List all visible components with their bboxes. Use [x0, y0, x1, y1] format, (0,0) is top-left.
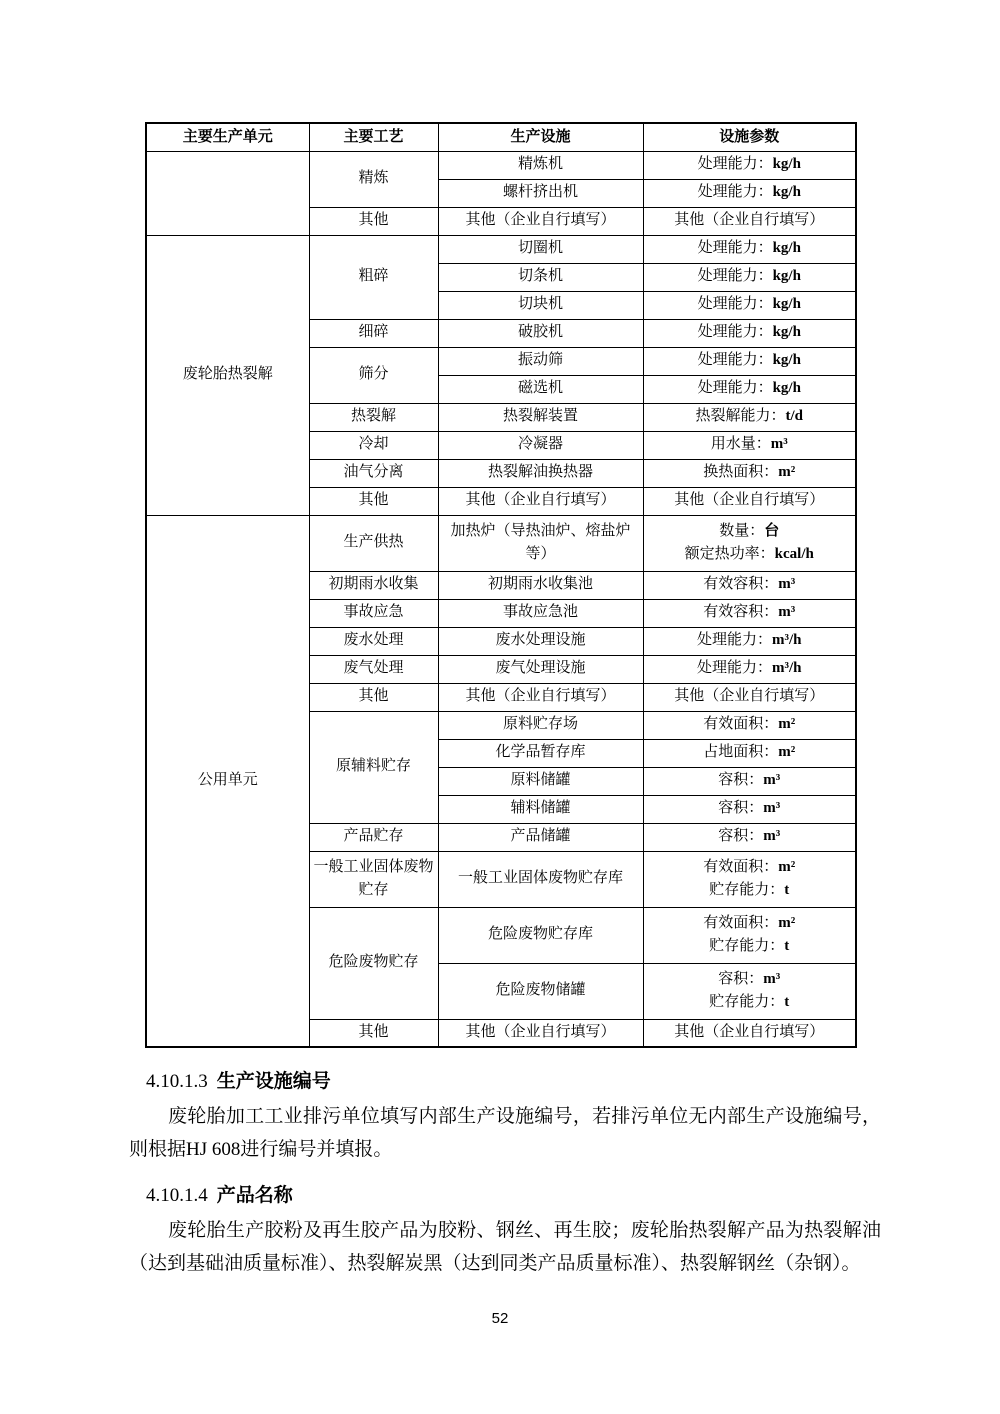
param-label: 换热面积： — [703, 464, 779, 481]
section-title: 生产设施编号 — [216, 1071, 331, 1092]
param-cell — [643, 571, 856, 599]
param-cell — [643, 403, 856, 431]
param-value: kg/h — [772, 240, 801, 257]
facility-cell: 危险废物贮存库 — [438, 907, 643, 963]
process-cell: 生产供热 — [309, 515, 438, 571]
header-main-unit: 主要生产单元 — [146, 123, 309, 151]
param-label: 有效面积： — [703, 914, 779, 931]
param-cell — [643, 823, 856, 851]
facility-cell: 切圈机 — [438, 235, 643, 263]
header-parameter: 设施参数 — [643, 123, 856, 151]
facility-cell: 切块机 — [438, 291, 643, 319]
process-cell: 精炼 — [309, 151, 438, 207]
param-cell — [643, 963, 856, 1019]
production-facility-table — [145, 122, 857, 1048]
param-value: m³/h — [772, 632, 802, 649]
facility-cell: 辅料储罐 — [438, 795, 643, 823]
param-label: 贮存能力： — [709, 938, 785, 954]
section-number: 4.10.1.4 — [146, 1185, 208, 1206]
param-value: kg/h — [772, 184, 801, 201]
param-cell — [643, 431, 856, 459]
param-cell — [643, 151, 856, 179]
process-cell: 危险废物贮存 — [309, 907, 438, 1019]
param-value: kg/h — [772, 352, 801, 369]
param-value: m³ — [778, 576, 796, 593]
param-cell — [643, 207, 856, 235]
param-cell — [643, 179, 856, 207]
param-label: 处理能力： — [696, 660, 772, 677]
facility-cell: 原料贮存场 — [438, 711, 643, 739]
table-row — [146, 515, 856, 571]
param-label: 贮存能力： — [709, 994, 785, 1010]
param-value: t — [784, 882, 790, 898]
facility-cell: 切条机 — [438, 263, 643, 291]
param-value: t/d — [785, 408, 804, 425]
process-cell: 原辅料贮存 — [309, 711, 438, 823]
param-value: kcal/h — [774, 546, 814, 562]
param-cell — [643, 655, 856, 683]
param-value: m³ — [763, 828, 781, 845]
table-header-row — [146, 123, 856, 151]
section-number: 4.10.1.3 — [146, 1071, 208, 1092]
param-cell — [643, 319, 856, 347]
facility-cell: 破胶机 — [438, 319, 643, 347]
param-cell — [643, 235, 856, 263]
process-cell: 其他 — [309, 487, 438, 515]
param-value: kg/h — [772, 296, 801, 313]
param-value: m³ — [763, 772, 781, 789]
unit-cell — [146, 151, 309, 235]
param-value: t — [784, 994, 790, 1010]
param-value: m² — [778, 744, 796, 761]
facility-cell: 加热炉（导热油炉、熔盐炉等） — [438, 515, 643, 571]
facility-cell: 其他（企业自行填写） — [438, 683, 643, 711]
param-value: m³ — [778, 604, 796, 621]
process-cell: 冷却 — [309, 431, 438, 459]
facility-cell: 热裂解油换热器 — [438, 459, 643, 487]
facility-cell: 磁选机 — [438, 375, 643, 403]
param-value: m³ — [770, 436, 788, 453]
process-cell: 初期雨水收集 — [309, 571, 438, 599]
param-label: 占地面积： — [703, 744, 779, 761]
facility-cell: 其他（企业自行填写） — [438, 487, 643, 515]
facility-cell: 其他（企业自行填写） — [438, 207, 643, 235]
param-cell — [643, 795, 856, 823]
facility-cell: 热裂解装置 — [438, 403, 643, 431]
param-label: 处理能力： — [697, 380, 773, 397]
table-row — [146, 235, 856, 263]
param-value: m² — [778, 464, 796, 481]
param-value: m³/h — [772, 660, 802, 677]
param-label: 容积： — [718, 800, 764, 817]
param-label: 处理能力： — [697, 296, 773, 313]
param-label: 有效面积： — [703, 858, 779, 875]
param-value: t — [784, 938, 790, 954]
param-value: kg/h — [772, 380, 801, 397]
table-row — [146, 151, 856, 179]
param-cell — [643, 627, 856, 655]
param-value: 台 — [764, 522, 780, 539]
process-cell: 粗碎 — [309, 235, 438, 319]
section-heading-4-10-1-3 — [146, 1070, 331, 1094]
param-cell — [643, 851, 856, 907]
param-cell — [643, 515, 856, 571]
param-label: 其他（企业自行填写） — [674, 492, 825, 509]
facility-cell: 事故应急池 — [438, 599, 643, 627]
facility-cell: 化学品暂存库 — [438, 739, 643, 767]
param-cell — [643, 459, 856, 487]
param-label: 有效面积： — [703, 716, 779, 733]
param-cell — [643, 683, 856, 711]
param-cell — [643, 711, 856, 739]
process-cell: 筛分 — [309, 347, 438, 403]
param-label: 其他（企业自行填写） — [674, 1024, 825, 1041]
param-label: 其他（企业自行填写） — [674, 688, 825, 705]
param-label: 用水量： — [710, 436, 771, 453]
paragraph-facility-numbering: 废轮胎加工工业排污单位填写内部生产设施编号，若排污单位无内部生产设施编号，则根据HJ 608进行编号并填报。 — [129, 1106, 881, 1160]
param-label: 处理能力： — [697, 324, 773, 341]
param-value: m³ — [763, 970, 781, 987]
param-label: 有效容积： — [703, 576, 779, 593]
process-cell: 事故应急 — [309, 599, 438, 627]
param-value: kg/h — [772, 324, 801, 341]
paragraph-product-names: 废轮胎生产胶粉及再生胶产品为胶粉、钢丝、再生胶；废轮胎热裂解产品为热裂解油（达到基础油质量标准）、热裂解炭黑（达到同类产品质量标准）、热裂解钢丝（杂钢）。 — [129, 1220, 881, 1274]
param-label: 数量： — [719, 522, 765, 539]
process-cell: 一般工业固体废物贮存 — [309, 851, 438, 907]
header-facility: 生产设施 — [438, 123, 643, 151]
param-label: 容积： — [718, 828, 764, 845]
facility-cell: 螺杆挤出机 — [438, 179, 643, 207]
facility-cell: 初期雨水收集池 — [438, 571, 643, 599]
param-cell — [643, 599, 856, 627]
param-label: 处理能力： — [697, 240, 773, 257]
param-value: kg/h — [772, 156, 801, 173]
param-cell — [643, 291, 856, 319]
unit-cell: 废轮胎热裂解 — [146, 235, 309, 515]
unit-cell: 公用单元 — [146, 515, 309, 1047]
facility-cell: 废水处理设施 — [438, 627, 643, 655]
facility-cell: 冷凝器 — [438, 431, 643, 459]
param-cell — [643, 347, 856, 375]
facility-cell: 一般工业固体废物贮存库 — [438, 851, 643, 907]
process-cell: 废水处理 — [309, 627, 438, 655]
facility-cell: 其他（企业自行填写） — [438, 1019, 643, 1047]
param-cell — [643, 375, 856, 403]
header-main-process: 主要工艺 — [309, 123, 438, 151]
param-label: 处理能力： — [697, 352, 773, 369]
param-cell — [643, 263, 856, 291]
facility-cell: 废气处理设施 — [438, 655, 643, 683]
param-label: 额定热功率： — [684, 546, 775, 562]
param-label: 处理能力： — [696, 632, 772, 649]
param-cell — [643, 487, 856, 515]
facility-cell: 振动筛 — [438, 347, 643, 375]
facility-cell: 产品储罐 — [438, 823, 643, 851]
process-cell: 其他 — [309, 1019, 438, 1047]
param-label: 容积： — [718, 970, 764, 987]
param-label: 贮存能力： — [709, 882, 785, 898]
param-cell — [643, 907, 856, 963]
process-cell: 其他 — [309, 207, 438, 235]
process-cell: 产品贮存 — [309, 823, 438, 851]
param-cell — [643, 767, 856, 795]
section-heading-4-10-1-4 — [146, 1184, 293, 1208]
param-value: m² — [778, 858, 796, 875]
param-label: 处理能力： — [697, 156, 773, 173]
param-cell — [643, 739, 856, 767]
facility-cell: 精炼机 — [438, 151, 643, 179]
page-number: 52 — [491, 1310, 509, 1327]
facility-cell: 原料储罐 — [438, 767, 643, 795]
param-cell — [643, 1019, 856, 1047]
param-label: 热裂解能力： — [695, 408, 786, 425]
process-cell: 热裂解 — [309, 403, 438, 431]
param-label: 处理能力： — [697, 184, 773, 201]
process-cell: 油气分离 — [309, 459, 438, 487]
param-label: 有效容积： — [703, 604, 779, 621]
param-value: m² — [778, 914, 796, 931]
process-cell: 其他 — [309, 683, 438, 711]
param-value: m³ — [763, 800, 781, 817]
param-value: kg/h — [772, 268, 801, 285]
param-label: 容积： — [718, 772, 764, 789]
process-cell: 细碎 — [309, 319, 438, 347]
param-label: 处理能力： — [697, 268, 773, 285]
section-title: 产品名称 — [216, 1185, 293, 1206]
facility-cell: 危险废物储罐 — [438, 963, 643, 1019]
param-label: 其他（企业自行填写） — [674, 212, 825, 229]
param-value: m² — [778, 716, 796, 733]
process-cell: 废气处理 — [309, 655, 438, 683]
